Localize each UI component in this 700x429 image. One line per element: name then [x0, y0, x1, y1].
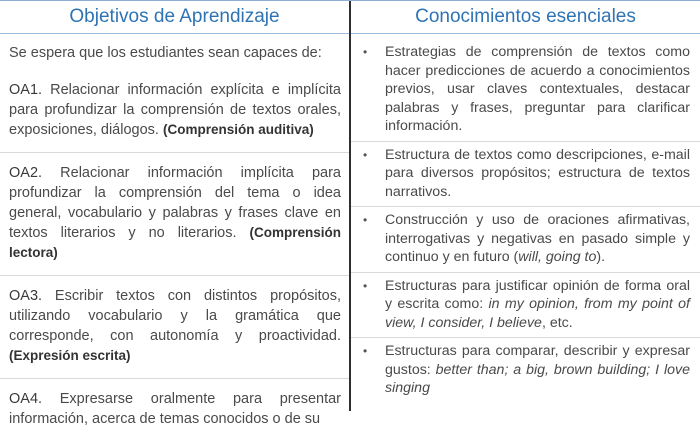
objectives-intro: Se espera que los estudiantes sean capaces de:	[9, 45, 322, 61]
objective-code: OA3.	[9, 288, 43, 304]
row-separator	[351, 272, 700, 273]
bullet-icon: •	[363, 278, 368, 293]
objective-code: OA1.	[9, 82, 43, 98]
objective-text: Expresarse oralmente para presentar información, acerca de temas conocidos o de su	[9, 391, 341, 427]
row-separator	[351, 141, 700, 142]
objectives-header: Objetivos de Aprendizaje	[0, 1, 349, 34]
row-separator	[0, 275, 349, 276]
objective-text: Escribir textos con distintos propósitos, utilizando vocabulario y la gramática que corresponde, con autonomía y proactividad.	[9, 288, 341, 344]
row-separator	[351, 206, 700, 207]
objective-code: OA2.	[9, 165, 43, 181]
knowledge-item	[351, 43, 690, 136]
objective-text: Relacionar información implícita para profundizar la comprensión del tema o idea general, vocabulario y palabras y frases clave en textos literarios y no literarios.	[9, 165, 341, 241]
objective-item	[9, 80, 341, 140]
knowledge-example: will, going to	[518, 249, 597, 265]
bullet-icon: •	[363, 213, 368, 227]
knowledge-text: Estrategias de comprensión de textos como hacer predicciones de acuerdo a conocimientos previos, usar claves contextuales, destacar palabras y frases, preguntar para clarificar información.	[385, 44, 690, 134]
knowledge-text: Estructura de textos como descripciones, e-mail para diversos propósitos; estructura de textos narrativos.	[385, 146, 690, 200]
bullet-icon: •	[363, 147, 368, 162]
knowledge-column	[351, 1, 700, 411]
objective-item	[9, 163, 341, 263]
row-separator	[0, 378, 349, 379]
knowledge-item	[351, 211, 690, 267]
bullet-icon: •	[363, 344, 368, 358]
bullet-icon: •	[363, 45, 368, 59]
knowledge-text: ).	[596, 249, 606, 265]
row-separator	[351, 337, 700, 338]
knowledge-example: better than; a big, brown building; I love singing	[385, 361, 691, 396]
objective-skill-tag: (Expresión escrita)	[9, 348, 131, 363]
knowledge-text: Estructuras para comparar, describir y expresar gustos:	[385, 343, 690, 378]
objectives-body	[0, 34, 349, 429]
objective-item	[9, 286, 341, 366]
objective-skill-tag: (Comprensión auditiva)	[162, 122, 314, 137]
knowledge-text: Estructuras para justificar opinión de forma oral y escrita como:	[385, 277, 690, 312]
knowledge-text: , etc.	[541, 314, 573, 331]
objective-code: OA4.	[9, 391, 43, 407]
knowledge-body	[351, 34, 700, 398]
knowledge-text: Construcción y uso de oraciones afirmativas, interrogativas y negativas en pasado simple y continuo y en futuro (	[385, 212, 690, 265]
knowledge-list	[351, 43, 690, 398]
objectives-list	[9, 80, 341, 429]
objective-skill-tag: (Comprensión lectora)	[9, 225, 341, 260]
objective-item	[9, 389, 341, 429]
row-separator	[0, 152, 349, 153]
knowledge-header: Conocimientos esenciales	[351, 1, 700, 34]
objective-text: Relacionar información explícita e implícita para profundizar la comprensión de textos orales, exposiciones, diálogos.	[9, 82, 341, 138]
knowledge-item	[351, 146, 690, 202]
knowledge-item	[351, 277, 690, 333]
knowledge-example: in my opinion, from my point of view, I consider, I believe	[385, 296, 690, 331]
knowledge-item	[351, 342, 690, 398]
objectives-column	[0, 1, 349, 427]
